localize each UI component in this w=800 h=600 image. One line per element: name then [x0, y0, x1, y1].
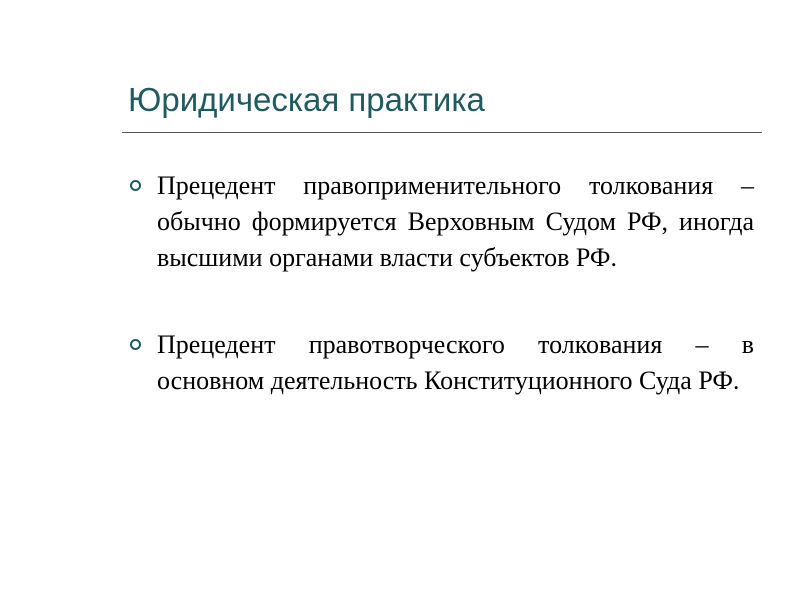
bullet-item [130, 327, 754, 399]
bullet-list [130, 168, 754, 450]
title-divider [122, 132, 762, 133]
bullet-text: Прецедент правоприменительного толкования – обычно формируется Верховным Судом РФ, иногда высшими органами власти субъектов РФ. [157, 171, 754, 272]
bullet-item [130, 168, 754, 276]
hollow-circle-bullet-icon [130, 180, 141, 191]
hollow-circle-bullet-icon [130, 339, 141, 350]
bullet-text: Прецедент правотворческого толкования – в основном деятельность Конституционного Суда РФ. [157, 330, 754, 395]
slide-title: Юридическая практика [128, 81, 485, 118]
